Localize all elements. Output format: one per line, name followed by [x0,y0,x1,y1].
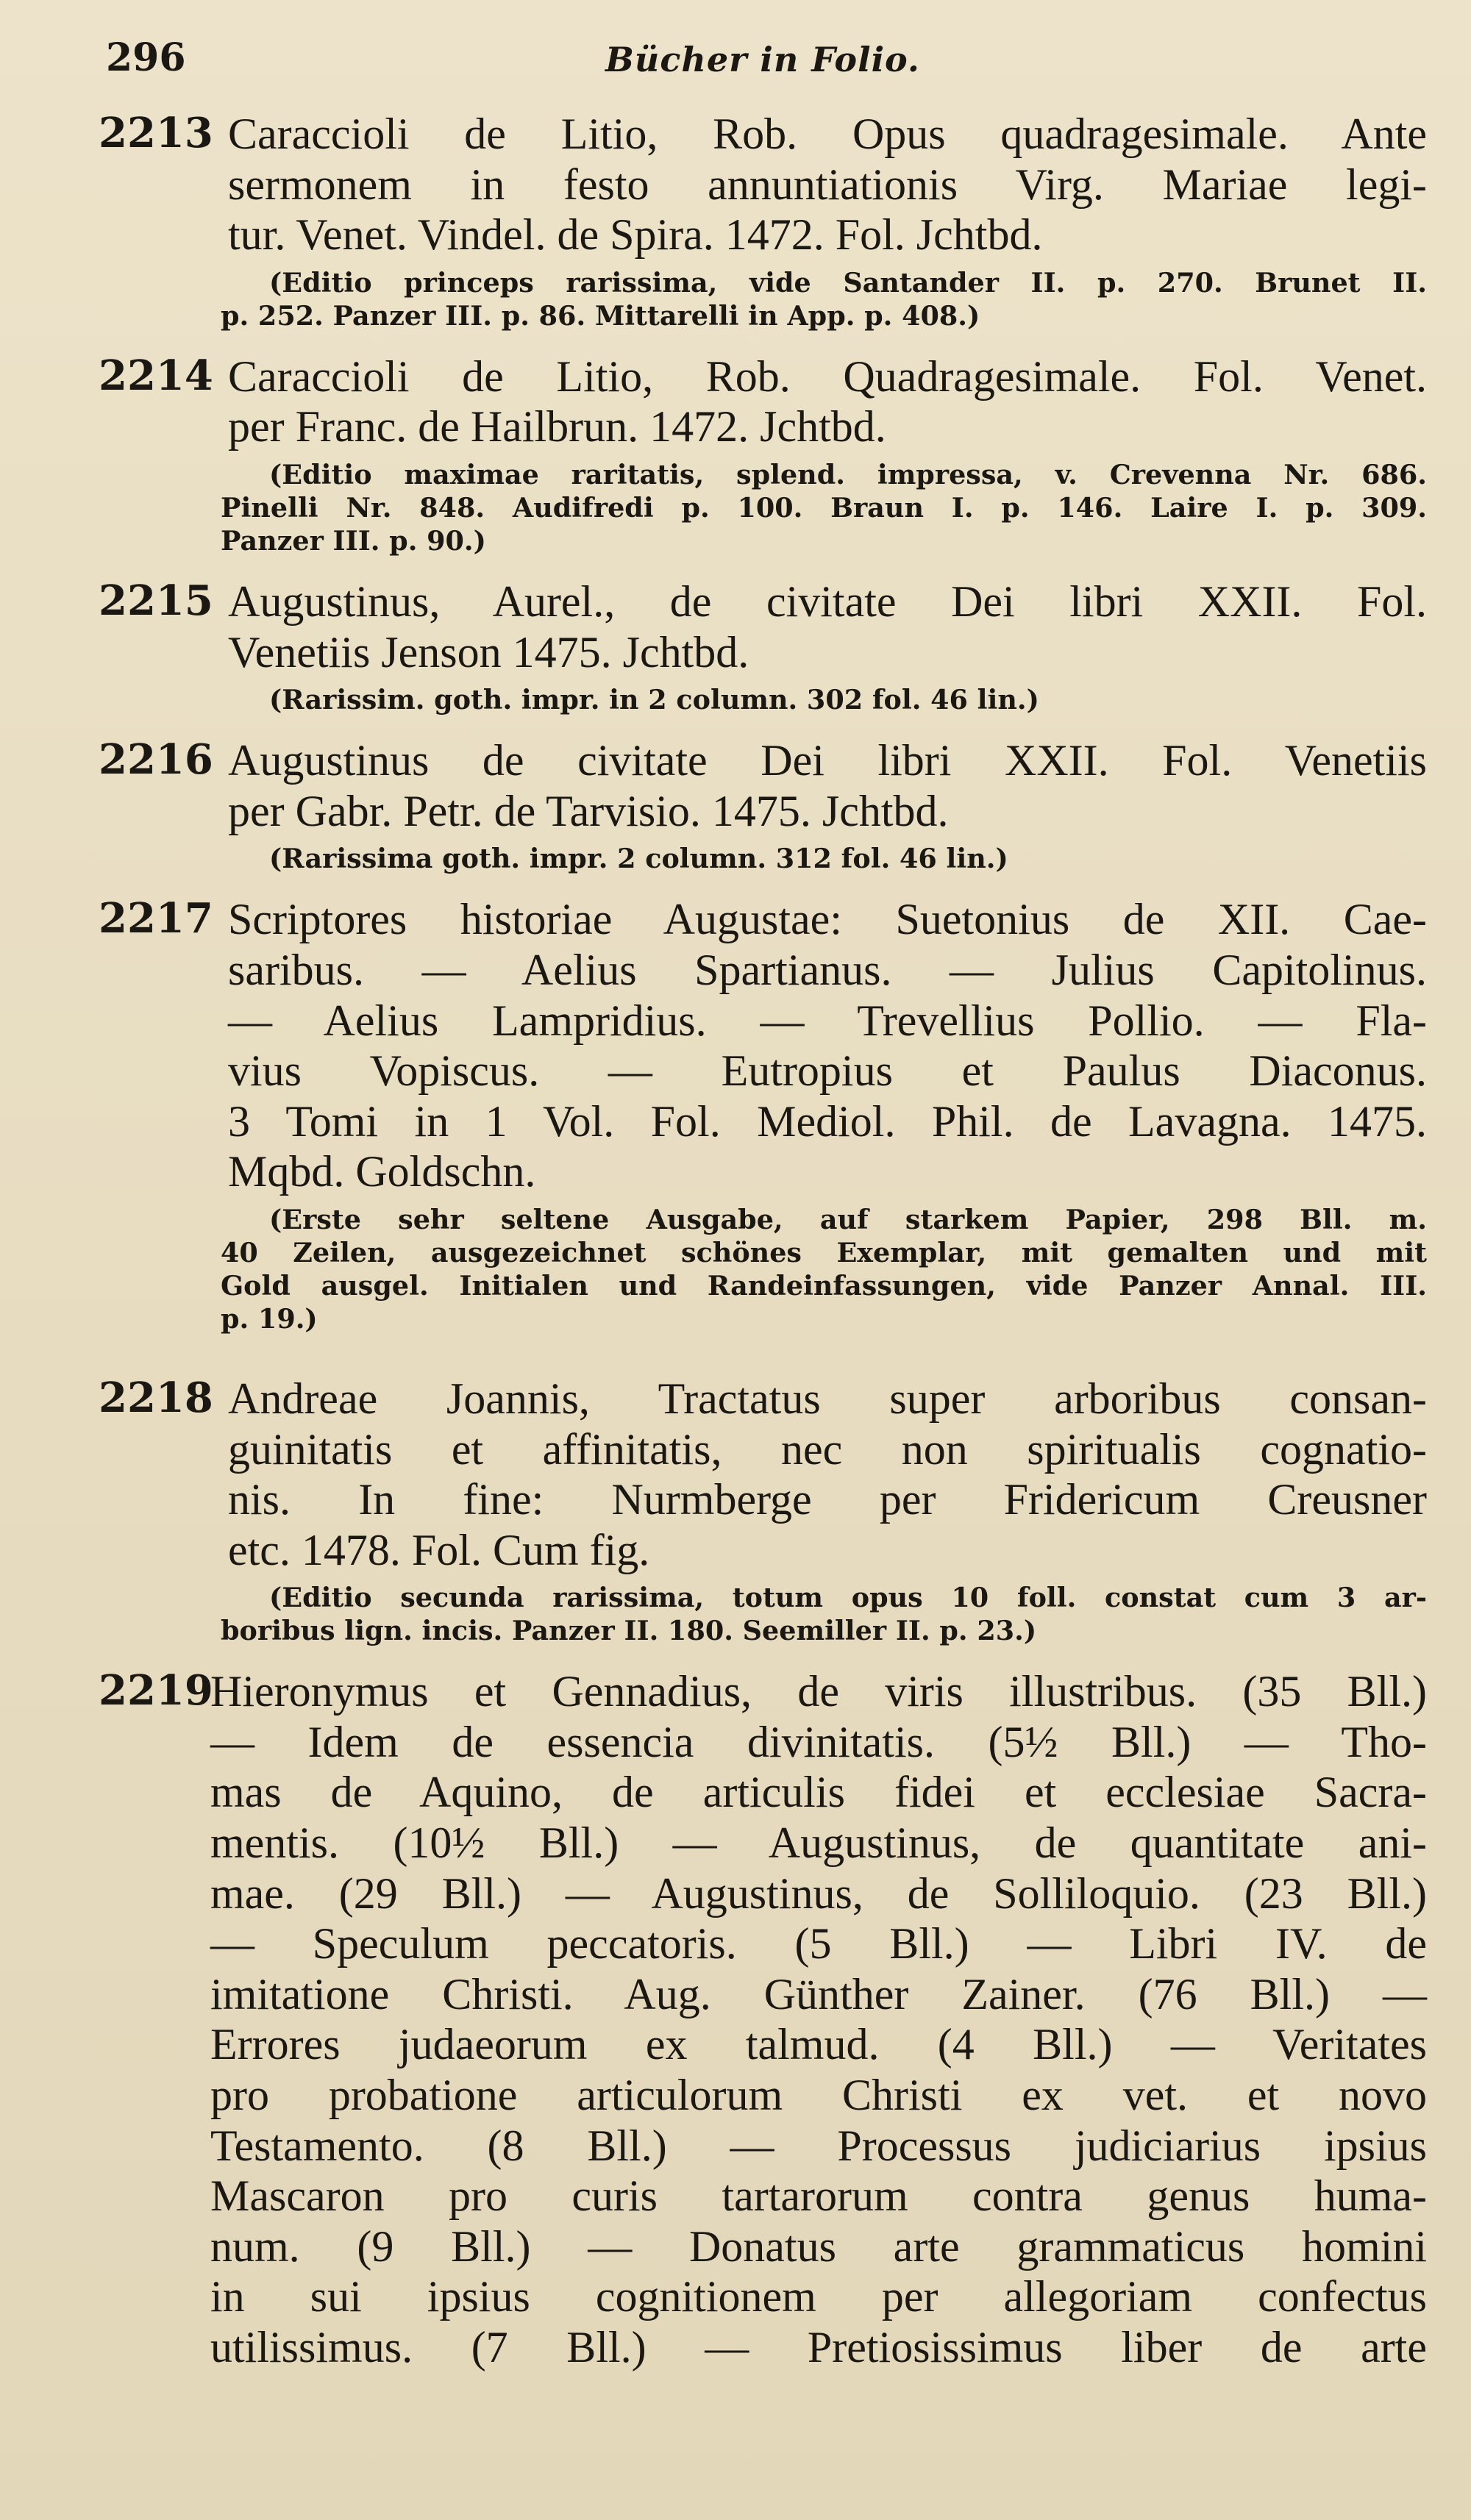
title-line: Augustinus de civitate Dei libri XXII. Fol. Venetiis [228,736,1427,785]
entry-number: 2213 [99,109,213,157]
title-line: — Speculum peccatoris. (5 Bll.) — Libri IV. de [210,1919,1427,1968]
note-line: p. 252. Panzer III. p. 86. Mittarelli in App. p. 408.) [221,299,980,332]
entry-body [221,109,1427,332]
title-line: vius Vopiscus. — Eutropius et Paulus Diaconus. [228,1046,1427,1096]
note-line: (Rarissima goth. impr. 2 column. 312 fol. 46 lin.) [269,843,1008,875]
title-line: sermonem in festo annuntiationis Virg. Mariae legi- [228,160,1427,209]
note-line: (Editio princeps rarissima, vide Santander II. p. 270. Brunet II. [269,266,1427,299]
page-header [99,28,1427,109]
entry-body [228,577,1427,716]
title-line: tur. Venet. Vindel. de Spira. 1472. Fol. Jchtbd. [228,210,1043,260]
title-line: Errores judaeorum ex talmud. (4 Bll.) — Veritates [210,2020,1427,2069]
title-line: Scriptores historiae Augustae: Suetonius de XII. Cae- [228,895,1427,944]
title-line: Venetiis Jenson 1475. Jchtbd. [228,627,749,677]
note-line: 40 Zeilen, ausgezeichnet schönes Exemplar, mit gemalten und mit [221,1236,1427,1268]
title-line: 3 Tomi in 1 Vol. Fol. Mediol. Phil. de Lavagna. 1475. [228,1096,1427,1146]
entry-2213 [99,109,1427,332]
title-line: mentis. (10½ Bll.) — Augustinus, de quantitate ani- [210,1818,1427,1868]
bibliographic-note [221,683,1427,716]
entry-2217 [99,894,1427,1335]
entry-2219 [99,1666,1427,2372]
entry-number: 2216 [99,735,213,785]
entry-number: 2217 [99,894,213,943]
entry-number: 2218 [99,1373,213,1422]
bibliographic-note [221,1581,1427,1647]
title-line: saribus. — Aelius Spartianus. — Julius Capitolinus. [228,945,1427,994]
title-line: nis. In fine: Nurmberge per Fridericum Creusner [228,1475,1427,1524]
title-line: Caraccioli de Litio, Rob. Opus quadragesimale. Ante [228,110,1427,158]
title-line: Augustinus, Aurel., de civitate Dei libri XXII. Fol. [228,577,1427,626]
page-number: 296 [106,35,186,80]
note-line: p. 19.) [221,1302,318,1335]
title-line: mae. (29 Bll.) — Augustinus, de Solliloquio. (23 Bll.) [210,1868,1427,1918]
bibliographic-note [221,458,1427,557]
title-line: — Idem de essencia divinitatis. (5½ Bll.) — Tho- [210,1717,1427,1766]
entry-body [221,1374,1427,1647]
title-line: num. (9 Bll.) — Donatus arte grammaticus homini [210,2221,1427,2271]
title-line: etc. 1478. Fol. Cum fig. [228,1525,650,1574]
bibliographic-note [221,1203,1427,1335]
entry-2214 [99,351,1427,557]
entry-body [221,894,1427,1335]
bibliographic-note [221,842,1427,875]
running-head: Bücher in Folio. [605,40,920,79]
entry-2218 [99,1374,1427,1647]
note-line: Pinelli Nr. 848. Audifredi p. 100. Braun I. p. 146. Laire I. p. 309. [221,491,1427,524]
note-line: boribus lign. incis. Panzer II. 180. Seemiller II. p. 23.) [221,1615,1037,1647]
title-line: pro probatione articulorum Christi ex vet. et novo [210,2071,1427,2120]
title-line: Testamento. (8 Bll.) — Processus judiciarius ipsius [210,2121,1427,2170]
title-line: Andreae Joannis, Tractatus super arboribus consan- [228,1374,1427,1423]
title-line: Hieronymus et Gennadius, de viris illustribus. (35 Bll.) [210,1667,1427,1716]
title-line: guinitatis et affinitatis, nec non spiritualis cognatio- [228,1424,1427,1474]
note-line: (Editio maximae raritatis, splend. impressa, v. Crevenna Nr. 686. [269,458,1427,490]
note-line: (Editio secunda rarissima, totum opus 10 foll. constat cum 3 ar- [269,1582,1427,1614]
title-line: per Franc. de Hailbrun. 1472. Jchtbd. [228,402,886,451]
note-line: Panzer III. p. 90.) [221,524,486,557]
title-line: mas de Aquino, de articulis fidei et ecclesiae Sacra- [210,1768,1427,1817]
title-line: Mascaron pro curis tartarorum contra genus huma- [210,2171,1427,2221]
entry-number: 2215 [99,576,213,625]
entry-body [210,1666,1427,2372]
note-line: (Rarissim. goth. impr. in 2 column. 302 fol. 46 lin.) [269,684,1039,716]
note-line: (Erste sehr seltene Ausgabe, auf starkem Papier, 298 Bll. m. [269,1203,1427,1235]
title-line: per Gabr. Petr. de Tarvisio. 1475. Jchtbd. [228,786,949,835]
entry-2216 [99,735,1427,875]
title-line: utilissimus. (7 Bll.) — Pretiosissimus liber de arte [210,2323,1427,2371]
entry-2215 [99,577,1427,716]
entry-number: 2219 [99,1666,213,1716]
bibliographic-note [221,266,1427,332]
title-line: Caraccioli de Litio, Rob. Quadragesimale. Fol. Venet. [228,351,1427,401]
title-line: in sui ipsius cognitionem per allegoriam confectus [210,2272,1427,2321]
entry-body [221,351,1427,557]
title-line: imitatione Christi. Aug. Günther Zainer. (76 Bll.) — [210,1969,1427,2019]
title-line: Mqbd. Goldschn. [228,1147,536,1196]
note-line: Gold ausgel. Initialen und Randeinfassungen, vide Panzer Annal. III. [221,1269,1427,1302]
entry-body [228,735,1427,875]
entry-number: 2214 [99,351,213,400]
title-line: — Aelius Lampridius. — Trevellius Pollio. — Fla- [228,996,1427,1045]
